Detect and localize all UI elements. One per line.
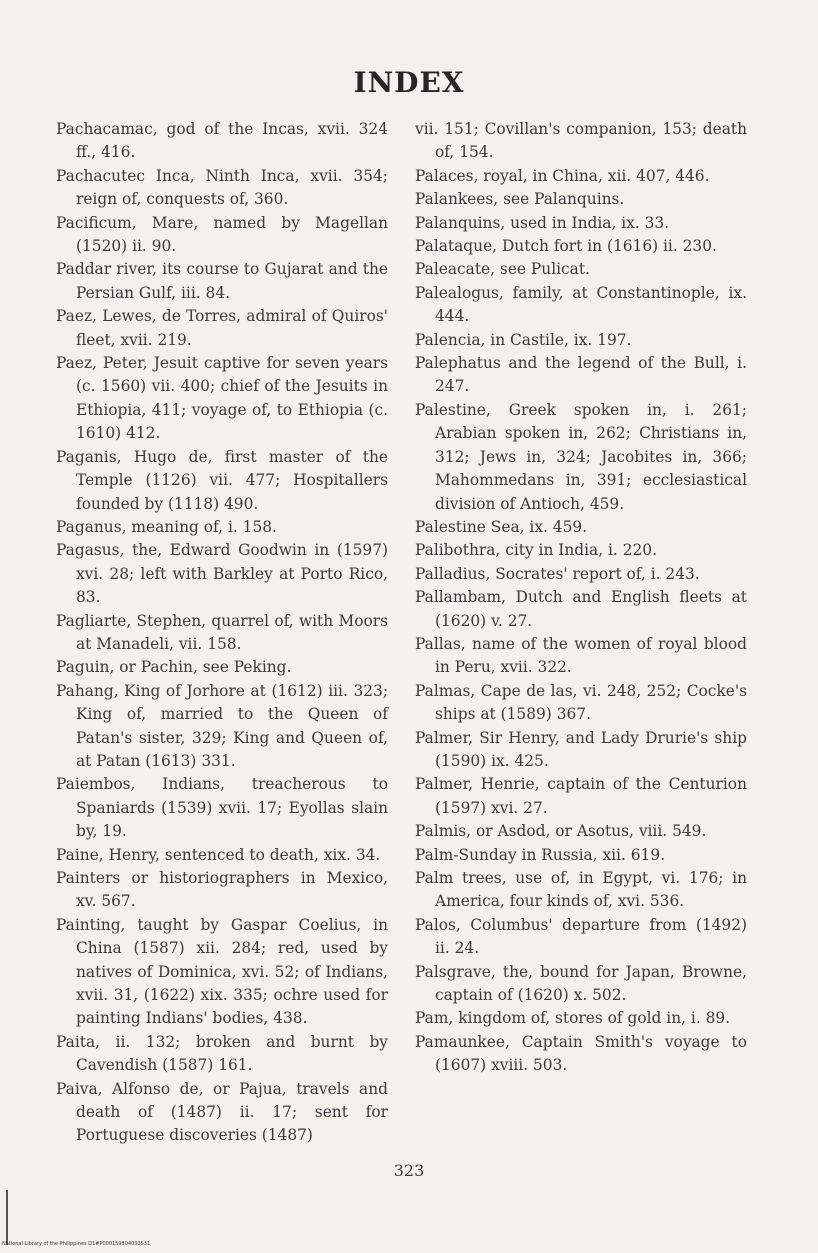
index-entry: Paganus, meaning of, i. 158. — [56, 517, 277, 536]
index-entry: Palmas, Cape de las, vi. 248, 252; Cocke's ships at (1589) 367. — [415, 681, 747, 724]
index-entry: Palanquins, used in India, ix. 33. — [415, 213, 670, 232]
index-entry: Pagliarte, Stephen, quarrel of, with Moors at Manadeli, vii. 158. — [56, 611, 388, 653]
index-entry: Palm-Sunday in Russia, xii. 619. — [415, 845, 666, 864]
index-entry: Palsgrave, the, bound for Japan, Browne, captain of (1620) x. 502. — [415, 962, 747, 1005]
page-number: 323 — [393, 1161, 425, 1180]
binding-edge — [6, 1190, 8, 1245]
index-entry: Palmis, or Asdod, or Asotus, viii. 549. — [415, 822, 707, 841]
index-entry: Painters or historiographers in Mexico, xv. 567. — [56, 869, 388, 911]
index-entry: Palealogus, family, at Constantinople, ix. 444. — [415, 283, 747, 326]
index-entry: Pacificum, Mare, named by Magellan (1520) ii. 90. — [56, 213, 388, 256]
index-entry: Palibothra, city in India, i. 220. — [415, 541, 657, 560]
index-entry: Palephatus and the legend of the Bull, i. 247. — [415, 354, 747, 396]
index-entry: Palataque, Dutch fort in (1616) ii. 230. — [415, 237, 717, 256]
index-entry: Paita, ii. 132; broken and burnt by Cavendish (1587) 161. — [56, 1032, 388, 1075]
index-entry: Paddar river, its course to Gujarat and the Persian Gulf, iii. 84. — [56, 260, 388, 302]
index-entry: Palankees, see Palanquins. — [415, 190, 625, 209]
index-entry: Palos, Columbus' departure from (1492) ii. 24. — [415, 915, 747, 958]
index-entry: Palmer, Henrie, captain of the Centurion (1597) xvi. 27. — [415, 775, 747, 817]
page-title: INDEX — [353, 66, 465, 99]
index-entry: Paganis, Hugo de, first master of the Temple (1126) vii. 477; Hospitallers founded by (1118) 490. — [56, 447, 388, 513]
index-entry: Paleacate, see Pulicat. — [415, 260, 590, 279]
index-entry: Paine, Henry, sentenced to death, xix. 34. — [56, 845, 381, 864]
index-entry: Palmer, Sir Henry, and Lady Drurie's ship (1590) ix. 425. — [415, 728, 747, 770]
index-entry: Palencia, in Castile, ix. 197. — [415, 330, 632, 349]
index-entry: Painting, taught by Gaspar Coelius, in China (1587) xii. 284; red, used by natives of Dominica, xvi. 52; of Indians, xvii. 31, (1622) xix. 335; ochre used for painting Indians' bodies, 438. — [56, 915, 388, 1028]
index-entry: Pagasus, the, Edward Goodwin in (1597) xvi. 28; left with Barkley at Porto Rico, 83. — [56, 541, 388, 607]
index-entry: Pallambam, Dutch and English fleets at (1620) v. 27. — [415, 588, 747, 630]
index-entry: vii. 151; Covillan's companion, 153; death of, 154. — [415, 120, 747, 162]
index-entry: Pam, kingdom of, stores of gold in, i. 89. — [415, 1009, 731, 1028]
index-entry: Palestine Sea, ix. 459. — [415, 517, 588, 536]
index-entry: Paiembos, Indians, treacherous to Spaniards (1539) xvii. 17; Eyollas slain by, 19. — [56, 775, 388, 841]
index-entry: Pamaunkee, Captain Smith's voyage to (1607) xviii. 503. — [415, 1032, 747, 1075]
left-column — [56, 118, 388, 1148]
index-entry: Pachacutec Inca, Ninth Inca, xvii. 354; reign of, conquests of, 360. — [56, 166, 388, 209]
index-entry: Palm trees, use of, in Egypt, vi. 176; in America, four kinds of, xvi. 536. — [415, 869, 747, 911]
index-entry: Palladius, Socrates' report of, i. 243. — [415, 564, 700, 583]
index-entry: Palestine, Greek spoken in, i. 261; Arabian spoken in, 262; Christians in, 312; Jews in, 324; Jacobites in, 366; Mahommedans in, 391; ecclesiastical division of Antioch, 459. — [415, 400, 747, 513]
index-entry: Paiva, Alfonso de, or Pajua, travels and death of (1487) ii. 17; sent for Portuguese discoveries (1487) — [56, 1079, 388, 1145]
scan-footer: National Library of the Philippines D1#P0001S9804033531 — [2, 1241, 151, 1247]
index-entry: Paez, Lewes, de Torres, admiral of Quiros' fleet, xvii. 219. — [56, 307, 388, 349]
index-entry: Pahang, King of Jorhore at (1612) iii. 323; King of, married to the Queen of Patan's sister, 329; King and Queen of, at Patan (1613) 331. — [56, 681, 388, 770]
index-entry: Palaces, royal, in China, xii. 407, 446. — [415, 166, 710, 185]
index-entry: Pachacamac, god of the Incas, xvii. 324 ff., 416. — [56, 120, 388, 162]
index-entry: Paez, Peter, Jesuit captive for seven years (c. 1560) vii. 400; chief of the Jesuits in Ethiopia, 411; voyage of, to Ethiopia (c. 1610) 412. — [56, 354, 388, 443]
index-entry: Paguin, or Pachin, see Peking. — [56, 658, 292, 677]
right-column — [415, 118, 747, 1078]
index-entry: Pallas, name of the women of royal blood in Peru, xvii. 322. — [415, 634, 747, 677]
